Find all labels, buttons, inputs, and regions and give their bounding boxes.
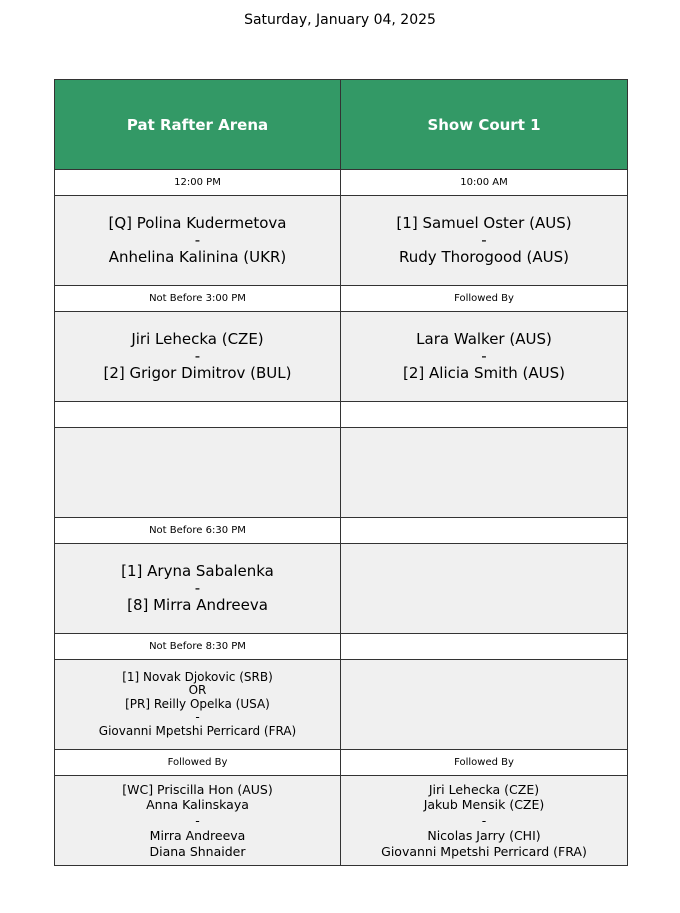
match-row — [55, 196, 628, 286]
time-label: 12:00 PM — [55, 170, 341, 196]
match-row — [55, 776, 628, 866]
time-label — [55, 402, 341, 428]
court-header-show-court-1: Show Court 1 — [341, 80, 628, 170]
empty-match-cell — [55, 428, 341, 518]
match-row — [55, 660, 628, 750]
schedule-date: Saturday, January 04, 2025 — [244, 12, 436, 28]
match-line: Diana Shnaider — [149, 843, 246, 859]
time-row — [55, 634, 628, 660]
match-cell — [55, 312, 341, 402]
court-header-row — [55, 80, 628, 170]
match-line: - — [481, 812, 487, 828]
time-label: Not Before 6:30 PM — [55, 518, 341, 544]
match-cell — [55, 776, 341, 866]
match-line: - — [481, 231, 487, 249]
empty-match-cell — [341, 660, 628, 750]
match-line: Anna Kalinskaya — [146, 797, 249, 813]
time-label: Not Before 8:30 PM — [55, 634, 341, 660]
time-label: Not Before 3:00 PM — [55, 286, 341, 312]
match-line: [1] Novak Djokovic (SRB) — [122, 669, 273, 684]
match-line: [WC] Priscilla Hon (AUS) — [122, 781, 273, 797]
match-cell — [341, 776, 628, 866]
match-line: [1] Samuel Oster (AUS) — [396, 214, 572, 232]
match-cell — [55, 660, 341, 750]
court-header-pat-rafter-arena: Pat Rafter Arena — [55, 80, 341, 170]
time-label: Followed By — [55, 750, 341, 776]
match-line: [2] Grigor Dimitrov (BUL) — [103, 364, 292, 382]
match-line: - — [195, 812, 200, 828]
match-line: Giovanni Mpetshi Perricard (FRA) — [381, 843, 587, 859]
match-line: [1] Aryna Sabalenka — [121, 562, 274, 580]
match-cell — [341, 312, 628, 402]
match-line: - — [194, 347, 201, 365]
time-row — [55, 750, 628, 776]
time-row — [55, 170, 628, 196]
match-row — [55, 544, 628, 634]
match-cell — [55, 196, 341, 286]
match-line: - — [194, 579, 201, 597]
match-line: OR — [188, 683, 207, 698]
match-cell — [341, 196, 628, 286]
match-line: Jiri Lehecka (CZE) — [428, 781, 540, 797]
match-line: Rudy Thorogood (AUS) — [399, 248, 569, 266]
empty-match-cell — [341, 428, 628, 518]
match-line: Giovanni Mpetshi Perricard (FRA) — [98, 723, 297, 738]
time-label: Followed By — [341, 750, 628, 776]
match-line: - — [481, 347, 487, 365]
order-of-play-table — [54, 79, 628, 866]
time-row — [55, 286, 628, 312]
time-label — [341, 518, 628, 544]
time-label: 10:00 AM — [341, 170, 628, 196]
match-row — [55, 428, 628, 518]
empty-match-cell — [341, 544, 628, 634]
match-line: [8] Mirra Andreeva — [127, 596, 268, 614]
match-line: Nicolas Jarry (CHI) — [427, 828, 541, 844]
match-line: - — [194, 231, 201, 249]
match-line: - — [195, 710, 200, 725]
match-line: Lara Walker (AUS) — [416, 330, 552, 348]
time-label — [341, 402, 628, 428]
match-line: Jiri Lehecka (CZE) — [131, 330, 264, 348]
match-line: Anhelina Kalinina (UKR) — [108, 248, 287, 266]
match-row — [55, 312, 628, 402]
match-line: Mirra Andreeva — [149, 828, 246, 844]
match-line: [PR] Reilly Opelka (USA) — [125, 696, 270, 711]
time-row — [55, 518, 628, 544]
match-cell — [55, 544, 341, 634]
match-line: [2] Alicia Smith (AUS) — [403, 364, 565, 382]
match-line: Jakub Mensik (CZE) — [423, 797, 545, 813]
time-label — [341, 634, 628, 660]
match-line: [Q] Polina Kudermetova — [108, 214, 287, 232]
time-row — [55, 402, 628, 428]
time-label: Followed By — [341, 286, 628, 312]
